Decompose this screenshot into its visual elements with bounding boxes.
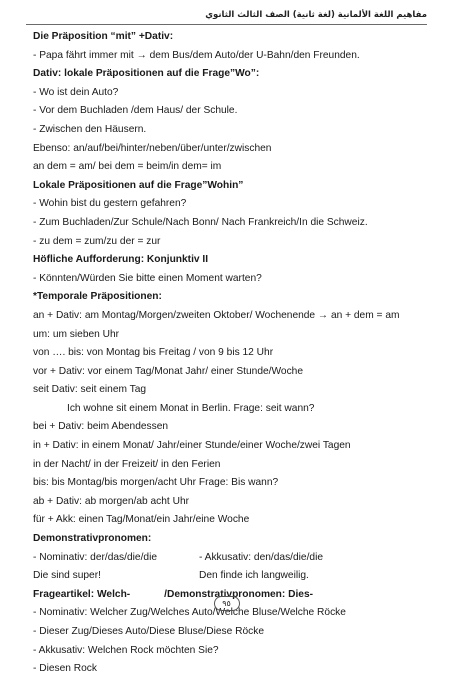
text-line: an dem = am/ bei dem = beim/in dem= im (33, 161, 222, 173)
heading-mit-dativ: Die Präposition “mit” +Dativ: (33, 31, 174, 42)
text-line: Ebenso: an/auf/bei/hinter/neben/über/unter/zwischen (33, 142, 272, 154)
text-line: - Papa fährt immer mit → dem Bus/dem Auto/der U-Bahn/den Freunden. (33, 49, 360, 61)
text-line: - Wohin bist du gestern gefahren? (33, 198, 187, 210)
demo-example-left: Die sind super! (33, 570, 101, 582)
text-line: - Zwischen den Häusern. (33, 123, 147, 135)
page-number: ٩٥ (214, 596, 240, 611)
page-footer (0, 593, 453, 611)
text-line: seit Dativ: seit einem Tag (33, 384, 147, 396)
page-header: مفاهيم اللغة الألمانية (لغة ثانية) الصف الثالث الثانوي (26, 8, 427, 25)
demo-example-right: Den finde ich langweilig. (199, 570, 309, 582)
text-line: - Zum Buchladen/Zur Schule/Nach Bonn/ Nach Frankreich/In die Schweiz. (33, 216, 368, 228)
demo-akkusativ: - Akkusativ: den/das/die/die (199, 551, 324, 563)
demo-nominativ: - Nominativ: der/das/die/die (33, 551, 158, 563)
text-line: - Akkusativ: Welchen Rock möchten Sie? (33, 644, 219, 656)
text-line: - Wo ist dein Auto? (33, 86, 119, 98)
heading-frageartikel: Frageartikel: Welch- /Demonstrativpronomen: Dies- (33, 588, 314, 600)
heading-lokale-wohin: Lokale Präpositionen auf die Frage”Wohin” (33, 179, 244, 191)
page-content (33, 28, 433, 679)
text-line: - zu dem = zum/zu der = zur (33, 235, 161, 247)
text-line: bis: bis Montag/bis morgen/acht Uhr Frage: Bis wann? (33, 477, 279, 489)
text-line: - Nominativ: Welcher Zug/Welches Auto/Welche Bluse/Welche Röcke (33, 607, 346, 619)
demo-row (33, 549, 433, 568)
text-line: vor + Dativ: vor einem Tag/Monat Jahr/ einer Stunde/Woche (33, 365, 304, 377)
text-line: - Könnten/Würden Sie bitte einen Moment warten? (33, 272, 262, 284)
text-line: in + Dativ: in einem Monat/ Jahr/einer Stunde/einer Woche/zwei Tagen (33, 440, 351, 452)
heading-konjunktiv: Höfliche Aufforderung: Konjunktiv II (33, 254, 209, 266)
text-line: für + Akk: einen Tag/Monat/ein Jahr/eine Woche (33, 514, 250, 526)
text-line: - Diesen Rock (33, 663, 97, 675)
text-line: ab + Dativ: ab morgen/ab acht Uhr (33, 495, 190, 507)
heading-temporale: *Temporale Präpositionen: (33, 291, 162, 303)
text-line: an + Dativ: am Montag/Morgen/zweiten Oktober/ Wochenende → an + dem = am (33, 309, 400, 321)
demo-row (33, 567, 433, 586)
text-line: bei + Dativ: beim Abendessen (33, 421, 169, 433)
text-line: - Vor dem Buchladen /dem Haus/ der Schule. (33, 105, 238, 117)
heading-lokale-wo: Dativ: lokale Präpositionen auf die Frage”Wo”: (33, 68, 260, 80)
text-line: um: um sieben Uhr (33, 328, 120, 340)
text-line: Ich wohne sit einem Monat in Berlin. Frage: seit wann? (67, 402, 315, 414)
text-line: von …. bis: von Montag bis Freitag / von 9 bis 12 Uhr (33, 347, 274, 359)
heading-demonstrativ: Demonstrativpronomen: (33, 533, 152, 545)
text-line: in der Nacht/ in der Freizeit/ in den Ferien (33, 458, 221, 470)
text-line: - Dieser Zug/Dieses Auto/Diese Bluse/Diese Röcke (33, 626, 265, 637)
